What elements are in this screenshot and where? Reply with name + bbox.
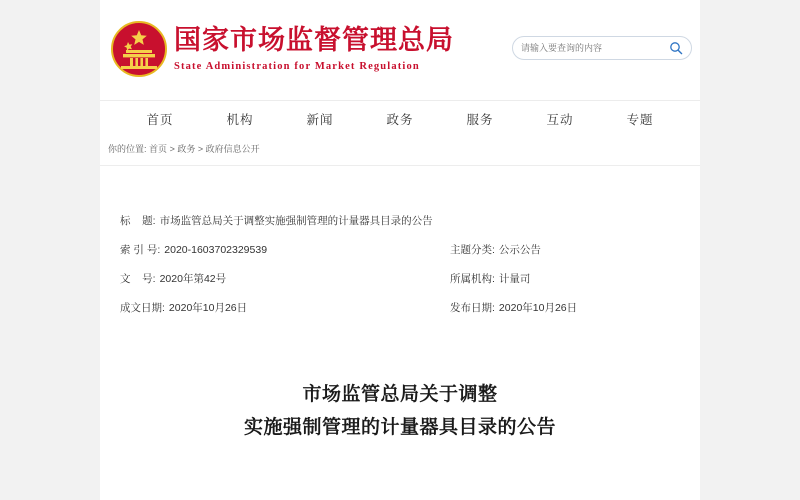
meta-cell-organization xyxy=(450,272,680,287)
breadcrumb xyxy=(100,136,700,166)
meta-value-organization: 计量司 xyxy=(498,273,531,285)
search-input[interactable] xyxy=(521,43,669,53)
site-name-cn: 国家市场监督管理总局 xyxy=(174,25,454,55)
document-meta xyxy=(100,166,700,316)
meta-label-published-date: 发布日期: xyxy=(450,302,495,314)
site-header xyxy=(100,0,700,100)
meta-cell-index xyxy=(120,243,450,258)
breadcrumb-item-information-disclosure[interactable]: 政府信息公开 xyxy=(205,144,260,154)
meta-row-dates xyxy=(120,301,680,316)
breadcrumb-item-government-affairs[interactable]: 政务 xyxy=(177,144,196,154)
meta-value-written-date: 2020年10月26日 xyxy=(168,302,248,314)
search-box[interactable] xyxy=(512,36,692,60)
breadcrumb-separator-1: > xyxy=(169,144,175,154)
meta-cell-title xyxy=(120,214,680,229)
meta-cell-published-date xyxy=(450,301,680,316)
meta-value-index: 2020-1603702329539 xyxy=(164,244,268,256)
meta-label-subject: 主题分类: xyxy=(450,244,495,256)
nav-item-services[interactable]: 服务 xyxy=(466,112,494,127)
meta-label-index: 索 引 号: xyxy=(120,244,161,256)
meta-value-published-date: 2020年10月26日 xyxy=(498,302,578,314)
meta-cell-subject xyxy=(450,243,680,258)
nav-item-interaction[interactable]: 互动 xyxy=(546,112,574,127)
breadcrumb-prefix: 你的位置: xyxy=(108,144,147,154)
page-title-line-2: 实施强制管理的计量器具目录的公告 xyxy=(243,417,556,438)
meta-value-subject: 公示公告 xyxy=(498,244,541,256)
meta-label-title: 标 题: xyxy=(120,215,156,227)
meta-row-docno xyxy=(120,272,680,287)
site-brand xyxy=(174,24,454,72)
meta-row-index xyxy=(120,243,680,258)
meta-cell-written-date xyxy=(120,301,450,316)
meta-value-title: 市场监管总局关于调整实施强制管理的计量器具目录的公告 xyxy=(159,215,433,227)
main-nav xyxy=(100,100,700,136)
meta-label-docno: 文 号: xyxy=(120,273,156,285)
nav-item-home[interactable]: 首页 xyxy=(146,112,174,127)
meta-row-title xyxy=(120,214,680,229)
nav-item-news[interactable]: 新闻 xyxy=(306,112,334,127)
meta-cell-docno xyxy=(120,272,450,287)
breadcrumb-item-home[interactable]: 首页 xyxy=(149,144,168,154)
site-name-en: State Administration for Market Regulation xyxy=(174,61,420,72)
page-title xyxy=(100,378,700,444)
meta-label-organization: 所属机构: xyxy=(450,273,495,285)
page-title-line-1: 市场监管总局关于调整 xyxy=(302,384,498,405)
nav-item-government-affairs[interactable]: 政务 xyxy=(386,112,414,127)
nav-item-organization[interactable]: 机构 xyxy=(226,112,254,127)
meta-label-written-date: 成文日期: xyxy=(120,302,165,314)
breadcrumb-separator-2: > xyxy=(197,144,204,154)
nav-item-topics[interactable]: 专题 xyxy=(626,112,654,127)
content-frame xyxy=(100,0,700,500)
meta-value-docno: 2020年第42号 xyxy=(159,273,227,285)
national-emblem-icon xyxy=(110,20,168,78)
search-icon[interactable] xyxy=(669,41,683,55)
